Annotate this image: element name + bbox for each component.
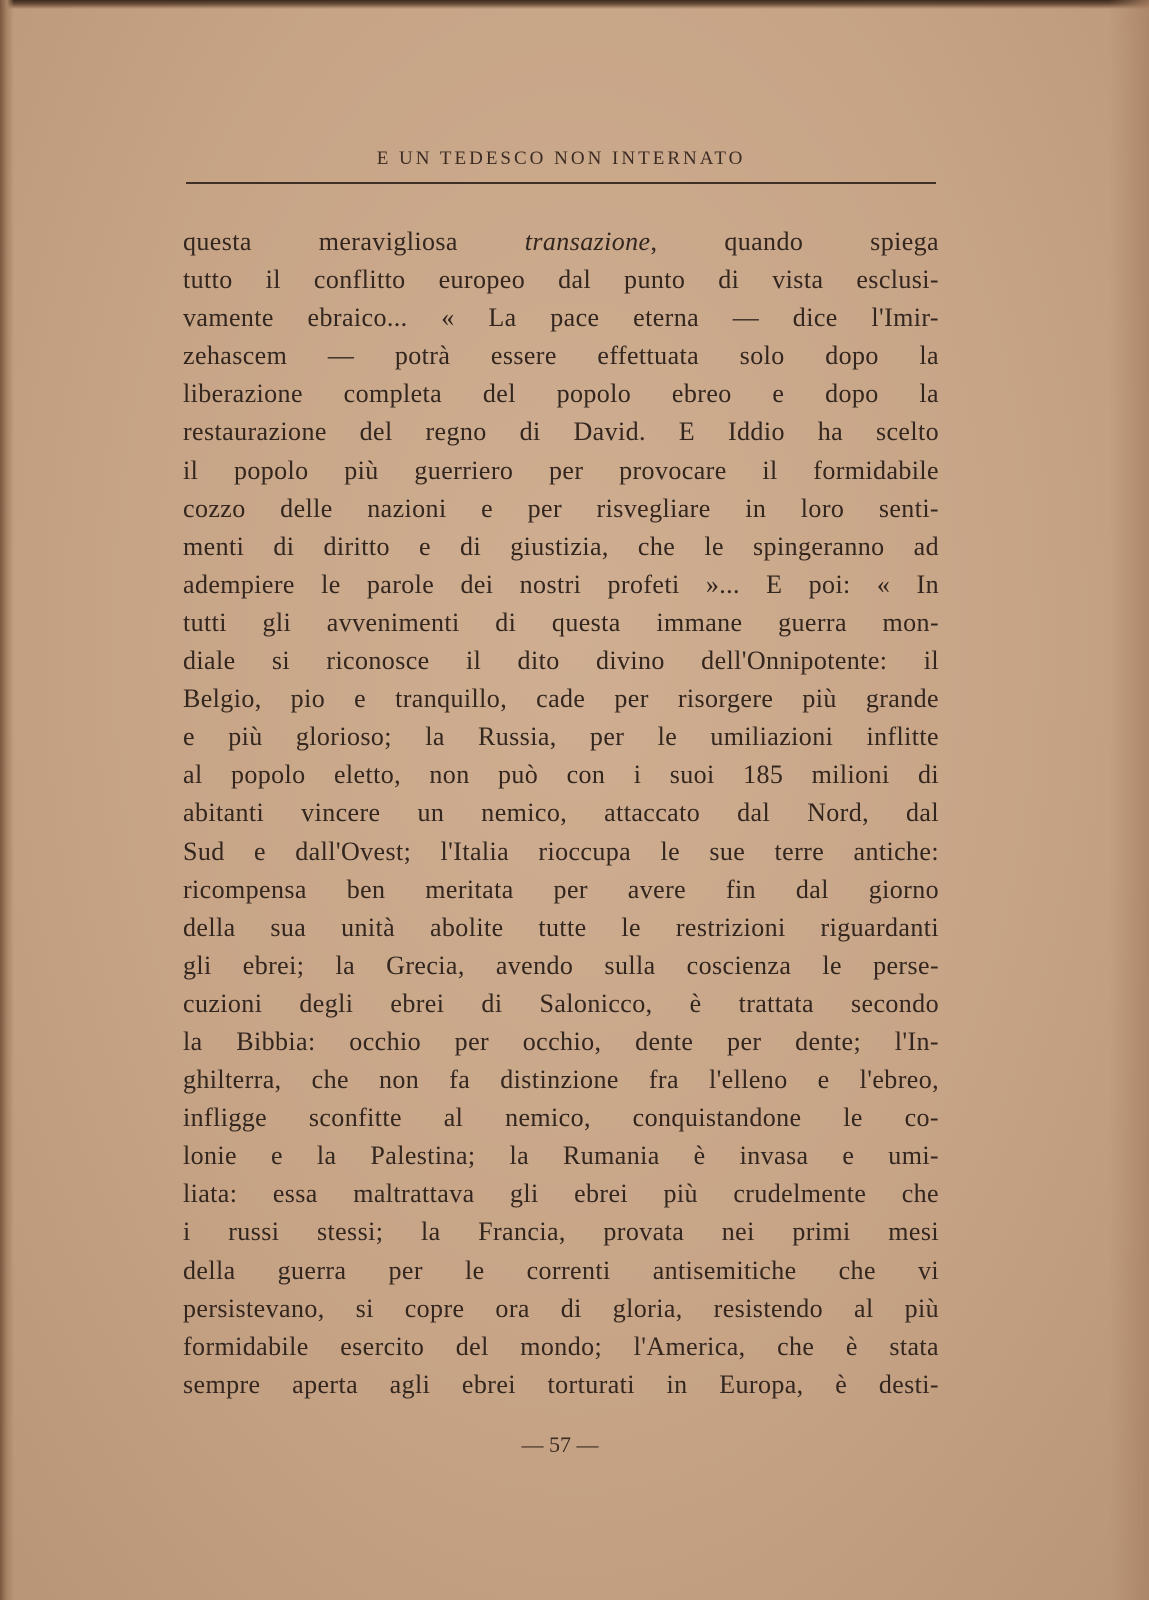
text-line: zehascem — potrà essere effettuata solo dopo la: [183, 341, 939, 371]
text-line: restaurazione del regno di David. E Iddio ha scelto: [183, 417, 939, 447]
text-line: abitanti vincere un nemico, attaccato dal Nord, dal: [183, 798, 939, 828]
page-right-edge: [1109, 0, 1149, 1600]
body-text: [183, 223, 939, 1404]
text-line: Belgio, pio e tranquillo, cade per risorgere più grande: [183, 684, 939, 714]
text-line: ricompensa ben meritata per avere fin dal giorno: [183, 874, 939, 904]
text-line: gli ebrei; la Grecia, avendo sulla coscienza le perse-: [183, 950, 939, 980]
text-line: menti di diritto e di giustizia, che le spingeranno ad: [183, 531, 939, 561]
text-line: vamente ebraico... « La pace eterna — dice l'Imir-: [183, 303, 939, 333]
text-line: Sud e dall'Ovest; l'Italia rioccupa le sue terre antiche:: [183, 836, 939, 866]
text-line: lonie e la Palestina; la Rumania è invasa e umi-: [183, 1141, 939, 1171]
text-line: infligge sconfitte al nemico, conquistandone le co-: [183, 1103, 939, 1133]
text-line: liata: essa maltrattava gli ebrei più crudelmente che: [183, 1179, 939, 1209]
text-line: sempre aperta agli ebrei torturati in Europa, è desti-: [183, 1369, 939, 1399]
italic-word: transazione: [524, 227, 651, 256]
text-line: il popolo più guerriero per provocare il formidabile: [183, 455, 939, 485]
text-line: della sua unità abolite tutte le restrizioni riguardanti: [183, 912, 939, 942]
text-line: tutti gli avvenimenti di questa immane guerra mon-: [183, 607, 939, 637]
text-line: cozzo delle nazioni e per risvegliare in loro senti-: [183, 493, 939, 523]
running-title: E UN TEDESCO NON INTERNATO: [376, 148, 746, 169]
page-binding-edge: [0, 0, 14, 1600]
page-top-edge: [0, 0, 1149, 9]
text-line: i russi stessi; la Francia, provata nei primi mesi: [183, 1217, 939, 1247]
text-line: al popolo eletto, non può con i suoi 185 milioni di: [183, 760, 939, 790]
text-line: adempiere le parole dei nostri profeti »... E poi: « In: [183, 569, 939, 599]
text-line: e più glorioso; la Russia, per le umiliazioni inflitte: [183, 722, 939, 752]
text-line: ghilterra, che non fa distinzione fra l'elleno e l'ebreo,: [183, 1065, 939, 1095]
text-line: tutto il conflitto europeo dal punto di vista esclusi-: [183, 265, 939, 295]
text-line: persistevano, si copre ora di gloria, resistendo al più: [183, 1293, 939, 1323]
text-line: la Bibbia: occhio per occhio, dente per dente; l'In-: [183, 1026, 939, 1056]
text-line: della guerra per le correnti antisemitiche che vi: [183, 1255, 939, 1285]
text-line: diale si riconosce il dito divino dell'Onnipotente: il: [183, 646, 939, 676]
text-line: cuzioni degli ebrei di Salonicco, è trattata secondo: [183, 988, 939, 1018]
text-line: questa meravigliosa transazione, quando spiega: [183, 227, 939, 256]
header-rule: [186, 182, 936, 184]
text-line: liberazione completa del popolo ebreo e dopo la: [183, 379, 939, 409]
page-number: — 57 —: [521, 1432, 599, 1457]
text-line: formidabile esercito del mondo; l'America, che è stata: [183, 1331, 939, 1361]
